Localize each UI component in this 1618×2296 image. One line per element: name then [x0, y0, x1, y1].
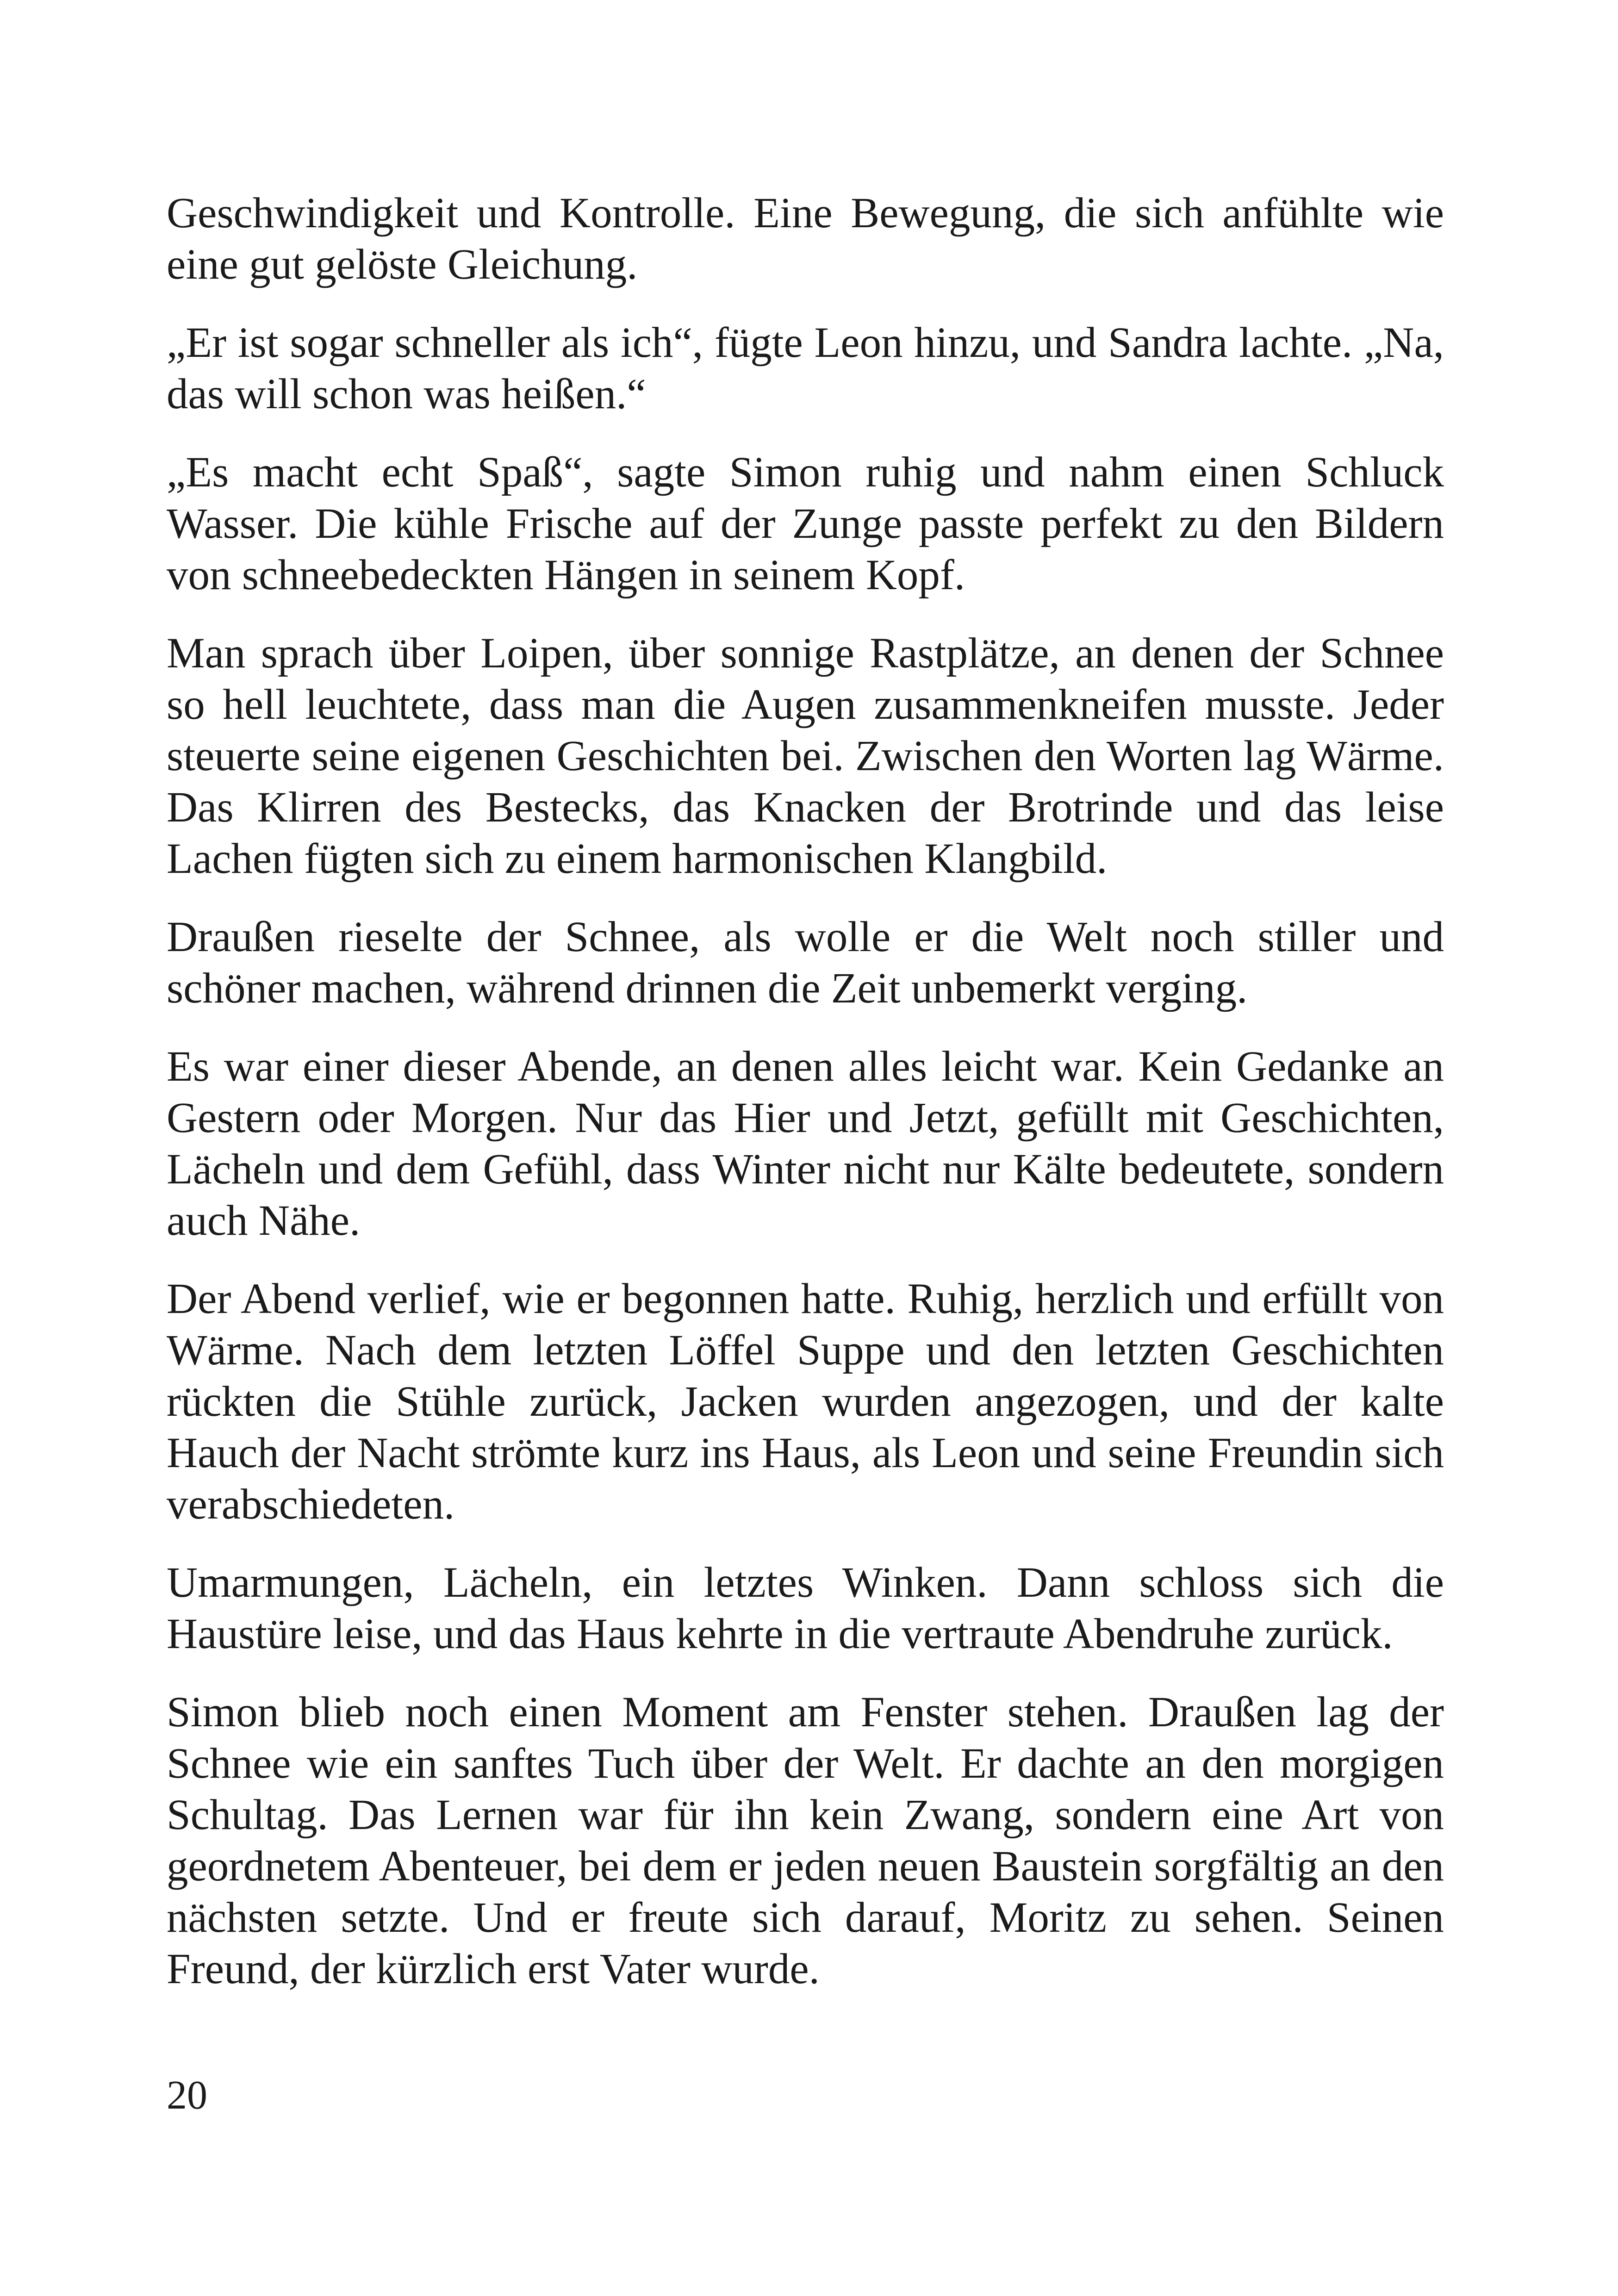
- paragraph-3: „Es macht echt Spaß“, sagte Simon ruhig und nahm einen Schluck Wasser. Die kühle Frische auf der Zunge passte perfekt zu den Bildern von schneebedeckten Hängen in seinem Kopf.: [167, 448, 1444, 599]
- paragraph-9: Simon blieb noch einen Moment am Fenster stehen. Draußen lag der Schnee wie ein sanftes Tuch über der Welt. Er dachte an den morgigen Schultag. Das Lernen war für ihn kein Zwang, sondern eine Art von geordnetem Abenteuer, bei dem er jeden neuen Baustein sorgfältig an den nächsten setzte. Und er freute sich darauf, Moritz zu sehen. Seinen Freund, der kürzlich erst Vater wurde.: [167, 1688, 1444, 1993]
- paragraph-1: Geschwindigkeit und Kontrolle. Eine Bewegung, die sich anfühlte wie eine gut gelöste Gleichung.: [167, 189, 1444, 288]
- body-text: [167, 187, 1444, 2022]
- paragraph-2: „Er ist sogar schneller als ich“, fügte Leon hinzu, und Sandra lachte. „Na, das will schon was heißen.“: [167, 319, 1444, 418]
- paragraph-6: Es war einer dieser Abende, an denen alles leicht war. Kein Gedanke an Gestern oder Morgen. Nur das Hier und Jetzt, gefüllt mit Geschichten, Lächeln und dem Gefühl, dass Winter nicht nur Kälte bedeutete, sondern auch Nähe.: [167, 1043, 1444, 1244]
- paragraph-4: Man sprach über Loipen, über sonnige Rastplätze, an denen der Schnee so hell leuchtete, dass man die Augen zusammenkneifen musste. Jeder steuerte seine eigenen Geschichten bei. Zwischen den Worten lag Wärme. Das Klirren des Bestecks, das Knacken der Brotrinde und das leise Lachen fügten sich zu einem harmonischen Klangbild.: [167, 629, 1444, 883]
- paragraph-7: Der Abend verlief, wie er begonnen hatte. Ruhig, herzlich und erfüllt von Wärme. Nach dem letzten Löffel Suppe und den letzten Geschichten rückten die Stühle zurück, Jacken wurden angezogen, und der kalte Hauch der Nacht strömte kurz ins Haus, als Leon und seine Freundin sich verabschiedeten.: [167, 1275, 1444, 1528]
- page-number: 20: [167, 2073, 207, 2118]
- paragraph-5: Draußen rieselte der Schnee, als wolle er die Welt noch stiller und schöner machen, während drinnen die Zeit unbemerkt verging.: [167, 913, 1444, 1012]
- paragraph-8: Umarmungen, Lächeln, ein letztes Winken. Dann schloss sich die Haustüre leise, und das Haus kehrte in die vertraute Abendruhe zurück.: [167, 1559, 1444, 1658]
